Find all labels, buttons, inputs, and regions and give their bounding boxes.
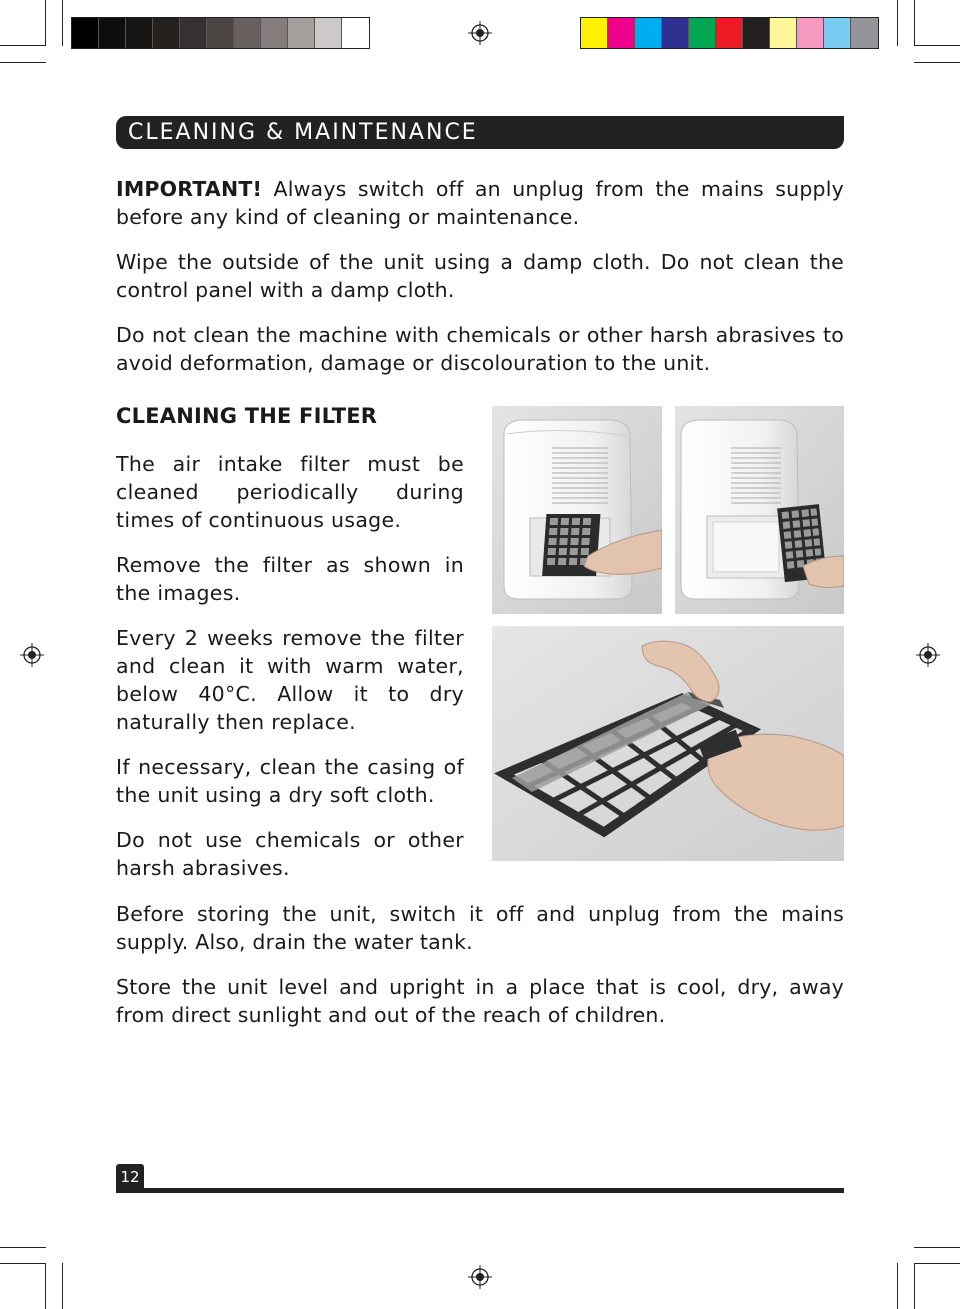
color-swatch	[126, 18, 153, 48]
color-swatch	[770, 18, 797, 48]
filter-removed-photo	[675, 406, 844, 614]
color-swatch	[261, 18, 288, 48]
color-swatch	[635, 18, 662, 48]
color-swatch	[153, 18, 180, 48]
color-swatch	[180, 18, 207, 48]
page-number: 12	[116, 1164, 144, 1193]
storing-instruction: Before storing the unit, switch it off and unplug from the mains supply. Also, drain the water tank.	[116, 902, 844, 954]
color-swatch	[824, 18, 851, 48]
process-color-bar	[580, 17, 879, 49]
registration-mark-icon	[468, 21, 492, 45]
color-swatch	[207, 18, 234, 48]
color-swatch	[689, 18, 716, 48]
color-swatch	[99, 18, 126, 48]
filter-paragraph: Every 2 weeks remove the filter and clean it with warm water, below 40°C. Allow it to dry naturally then replace.	[116, 626, 464, 734]
color-swatch	[608, 18, 635, 48]
section-title: CLEANING & MAINTENANCE	[116, 116, 844, 149]
color-swatch	[72, 18, 99, 48]
filter-paragraph: Do not use chemicals or other harsh abrasives.	[116, 828, 464, 880]
registration-mark-icon	[916, 643, 940, 667]
color-swatch	[234, 18, 261, 48]
registration-mark-icon	[468, 1265, 492, 1289]
important-label: IMPORTANT!	[116, 177, 263, 201]
chemicals-warning: Do not clean the machine with chemicals or other harsh abrasives to avoid deformation, damage or discolouration to the unit.	[116, 323, 844, 375]
color-swatch	[851, 18, 878, 48]
filter-heading: CLEANING THE FILTER	[116, 404, 378, 428]
storage-location-instruction: Store the unit level and upright in a place that is cool, dry, away from direct sunlight and out of the reach of children.	[116, 975, 844, 1027]
filter-mesh-photo	[492, 626, 844, 861]
filter-paragraph: Remove the filter as shown in the images.	[116, 553, 464, 605]
color-swatch	[315, 18, 342, 48]
filter-removal-photo	[492, 406, 662, 614]
important-text: Always switch off an unplug from the mains supply before any kind of cleaning or maintenance.	[116, 177, 844, 229]
important-notice	[116, 175, 844, 231]
color-swatch	[743, 18, 770, 48]
grayscale-color-bar	[71, 17, 370, 49]
footer-rule	[116, 1188, 844, 1193]
color-swatch	[797, 18, 824, 48]
color-swatch	[581, 18, 608, 48]
wipe-instruction: Wipe the outside of the unit using a damp cloth. Do not clean the control panel with a damp cloth.	[116, 250, 844, 302]
color-swatch	[288, 18, 315, 48]
filter-paragraph: The air intake filter must be cleaned periodically during times of continuous usage.	[116, 452, 464, 532]
registration-mark-icon	[20, 643, 44, 667]
color-swatch	[342, 18, 369, 48]
color-swatch	[716, 18, 743, 48]
filter-paragraph: If necessary, clean the casing of the unit using a dry soft cloth.	[116, 755, 464, 807]
color-swatch	[662, 18, 689, 48]
